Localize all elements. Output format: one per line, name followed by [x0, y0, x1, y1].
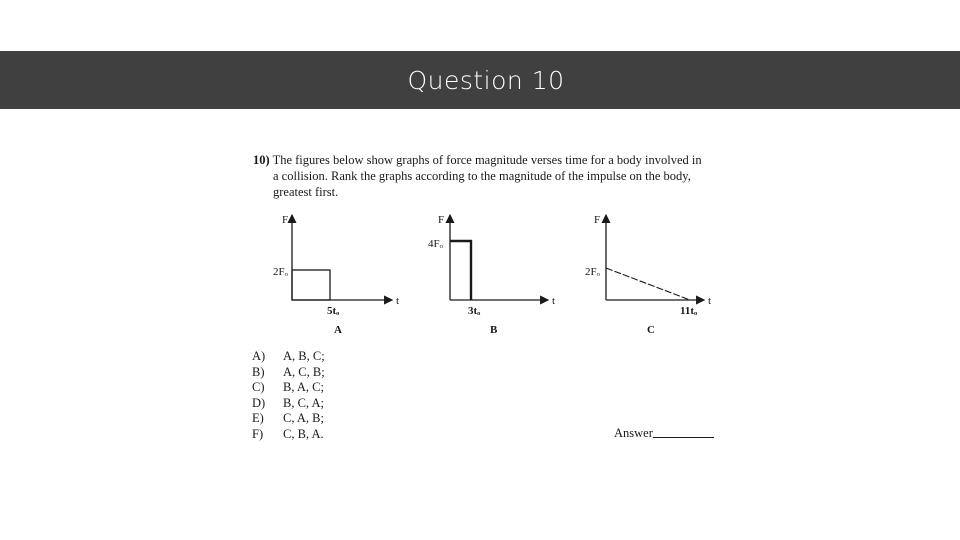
- option-letter: C): [252, 380, 265, 395]
- option-text: C, B, A.: [283, 426, 324, 441]
- option-letter: D): [252, 395, 266, 410]
- graph-b-force-label: 4Fₒ: [428, 238, 443, 250]
- question-line-3: greatest first.: [273, 185, 339, 199]
- option-text: C, A, B;: [283, 411, 324, 426]
- answer-blank-line[interactable]: [653, 437, 714, 438]
- graph-c-time-label: 11tₒ: [680, 305, 698, 317]
- question-line-1-text: The figures below show graphs of force magnitude verses time for a body involved in: [272, 153, 702, 167]
- answer-field[interactable]: [614, 426, 714, 441]
- option-text: A, B, C;: [283, 349, 325, 363]
- graph-c-caption: C: [647, 324, 655, 336]
- question-line-2: a collision. Rank the graphs according to the magnitude of the impulse on the body,: [273, 169, 691, 183]
- answer-options: [252, 349, 325, 443]
- graph-b-force-curve: [450, 241, 471, 300]
- graph-b-time-label: 3tₒ: [468, 305, 481, 317]
- option-letter: E): [252, 411, 264, 426]
- graph-c-force-label: 2Fₒ: [585, 266, 600, 278]
- graph-c-x-label: t: [708, 295, 712, 307]
- option-letter: F): [252, 426, 264, 441]
- graph-a-force-label: 2Fₒ: [273, 266, 288, 278]
- graph-a-force-curve: [292, 270, 330, 300]
- slide-title: Question 10: [407, 65, 565, 95]
- graph-a-y-label: F: [282, 214, 289, 226]
- option-text: B, A, C;: [283, 380, 324, 395]
- graph-b: [428, 214, 555, 336]
- option-b[interactable]: [252, 365, 325, 381]
- option-text: B, C, A;: [283, 395, 324, 410]
- graph-a-time-label: 5tₒ: [327, 305, 340, 317]
- graph-a-x-label: t: [396, 295, 400, 307]
- graph-b-caption: B: [490, 324, 498, 336]
- option-e[interactable]: [252, 411, 325, 427]
- option-text: A, C, B;: [283, 364, 325, 379]
- option-letter: A): [252, 349, 266, 363]
- option-a[interactable]: [252, 349, 325, 365]
- option-c[interactable]: [252, 380, 325, 396]
- graph-b-x-label: t: [552, 295, 556, 307]
- answer-label: Answer: [614, 426, 653, 440]
- graph-a-caption: A: [334, 324, 342, 336]
- graph-a: [273, 214, 399, 336]
- question-number: 10): [253, 153, 270, 167]
- graph-b-y-label: F: [438, 214, 445, 226]
- option-letter: B): [252, 364, 265, 379]
- graph-c-force-curve: [606, 268, 690, 300]
- graph-c-y-label: F: [594, 214, 601, 226]
- option-f[interactable]: [252, 427, 325, 443]
- option-d[interactable]: [252, 396, 325, 412]
- graph-c: [585, 214, 711, 336]
